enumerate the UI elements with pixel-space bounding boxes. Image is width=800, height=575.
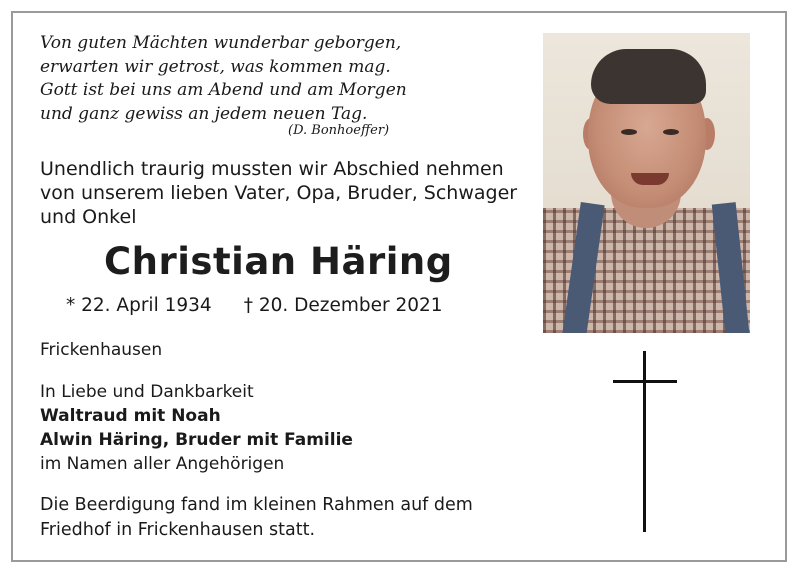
poem: [40, 32, 407, 126]
birth-date: * 22. April 1934: [66, 295, 212, 316]
place-name: Frickenhausen: [40, 340, 163, 360]
deceased-name: Christian Häring: [104, 240, 453, 283]
poem-line: Von guten Mächten wunderbar geborgen,: [40, 33, 402, 53]
intro-text: [40, 157, 517, 229]
poem-line: erwarten wir getrost, was kommen mag.: [40, 56, 391, 77]
intro-line: Unendlich traurig mussten wir Abschied nehmen: [40, 158, 504, 180]
funeral-note: [40, 493, 473, 543]
portrait-photo: [543, 33, 750, 333]
intro-line: und Onkel: [40, 206, 137, 228]
mourners-block: [40, 380, 353, 476]
mourner-name: Waltraud mit Noah: [40, 406, 221, 426]
mourners-intro: In Liebe und Dankbarkeit: [40, 382, 254, 402]
mourners-closing: im Namen aller Angehörigen: [40, 454, 285, 474]
poem-line: und ganz gewiss an jedem neuen Tag.: [40, 103, 368, 124]
poem-attribution: (D. Bonhoeffer): [288, 123, 390, 138]
intro-line: von unserem lieben Vater, Opa, Bruder, Schwager: [40, 182, 518, 204]
funeral-line: Friedhof in Frickenhausen statt.: [40, 520, 316, 540]
poem-line: Gott ist bei uns am Abend und am Morgen: [40, 80, 407, 100]
death-date: † 20. Dezember 2021: [243, 295, 443, 316]
mourner-name: Alwin Häring, Bruder mit Familie: [40, 430, 353, 450]
funeral-line: Die Beerdigung fand im kleinen Rahmen auf dem: [40, 495, 473, 515]
life-dates: [66, 295, 443, 316]
